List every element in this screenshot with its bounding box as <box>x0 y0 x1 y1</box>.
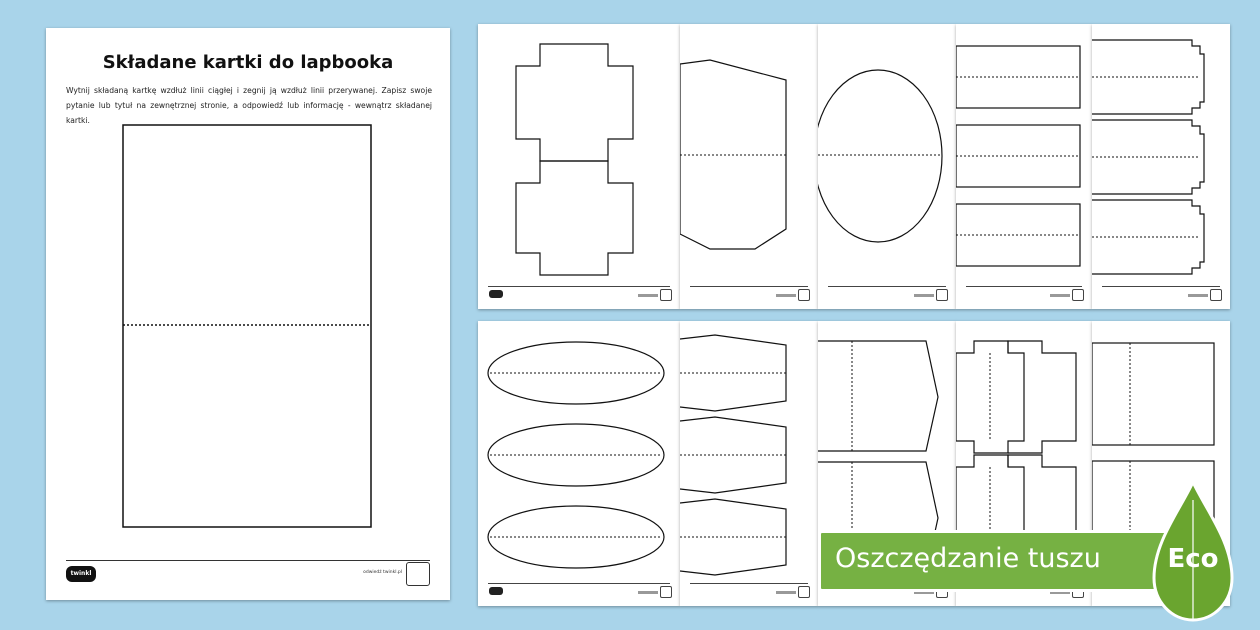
eco-label: Eco <box>1167 544 1219 574</box>
footer-badge-icon <box>406 562 430 586</box>
thumbnail-hexagon <box>680 24 818 309</box>
footer-url: odwiedź twinkl.pl <box>363 570 402 575</box>
thumbnail-circle <box>818 24 956 309</box>
thumbnail-pointed-rectangles <box>680 321 818 606</box>
thumbnail-ovals <box>478 321 680 606</box>
footer-divider <box>66 560 430 561</box>
thumbnail-double-cross <box>478 24 680 309</box>
instructions-text: Wytnij składaną kartkę wzdłuż linii ciągłej i zegnij ją wzdłuż linii przerywanej. Zapisz swoje pytanie lub tytuł na zewnętrznej stronie, a odpowiedź lub informację - wewnątrz składanej kartki. <box>66 86 432 125</box>
thumbnail-rectangles <box>956 24 1092 309</box>
ink-saving-label: Oszczędzanie tuszu <box>835 543 1101 574</box>
twinkl-logo: twinkl <box>66 566 96 582</box>
thumbnail-tabbed-rectangles <box>1092 24 1230 309</box>
fold-card-outline <box>46 28 450 600</box>
page-title: Składane kartki do lapbooka <box>102 52 394 73</box>
main-worksheet <box>46 28 450 600</box>
